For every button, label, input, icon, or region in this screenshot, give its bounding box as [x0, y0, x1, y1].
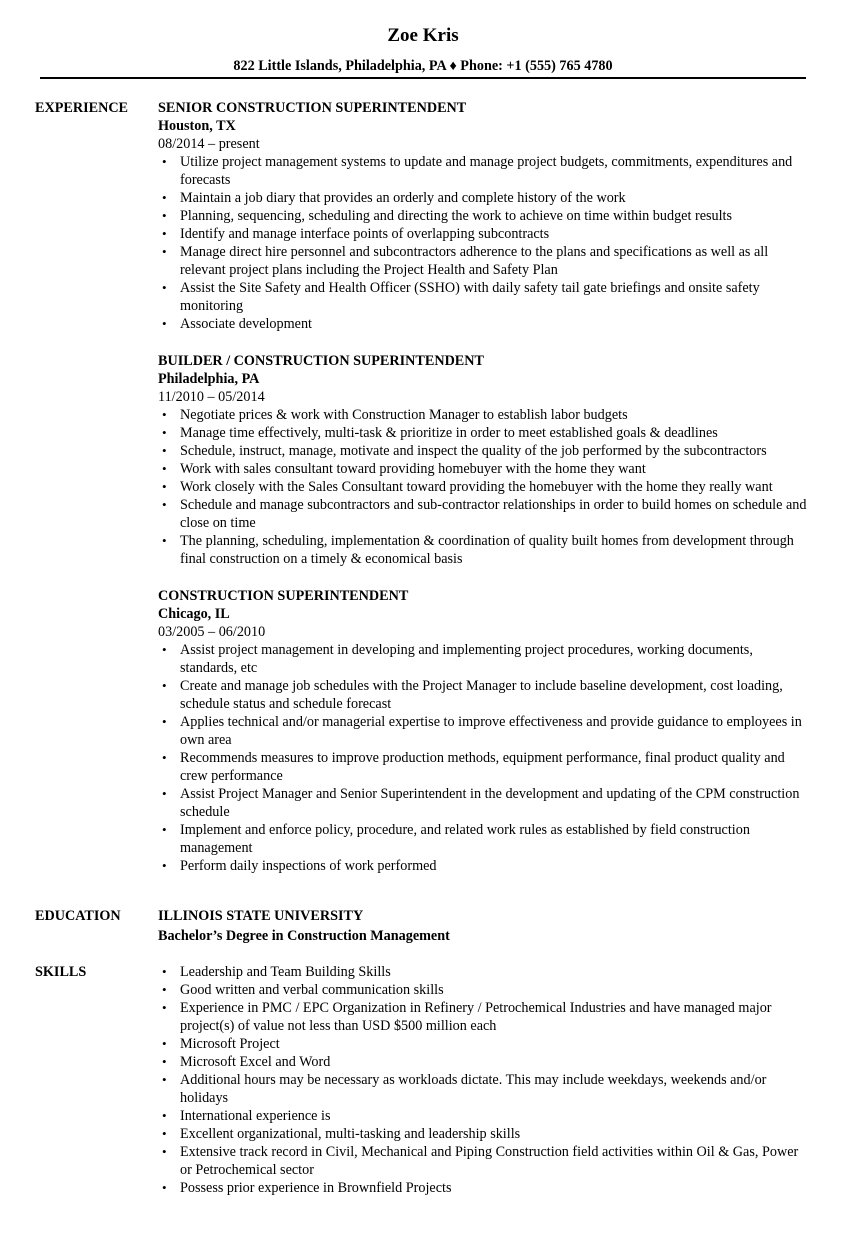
job-entry — [158, 99, 813, 333]
bullet-item: • Utilize project management systems to update and manage project budgets, commitments, expenditures and forecasts — [158, 153, 813, 189]
job-location: Philadelphia, PA — [158, 371, 260, 387]
bullet-item: • Negotiate prices & work with Construction Manager to establish labor budgets — [158, 406, 813, 424]
bullet-item: • Planning, sequencing, scheduling and directing the work to achieve on time within budget results — [158, 207, 813, 225]
bullet-item: • Manage time effectively, multi-task & prioritize in order to meet established goals & deadlines — [158, 424, 813, 442]
bullet-item: • Associate development — [158, 315, 813, 333]
experience-body — [158, 99, 813, 894]
bullet-item: • Recommends measures to improve production methods, equipment performance, final product quality and crew performance — [158, 749, 813, 785]
skill-item: • Possess prior experience in Brownfield Projects — [158, 1179, 813, 1197]
job-location: Houston, TX — [158, 118, 236, 134]
experience-heading: EXPERIENCE — [35, 100, 129, 116]
skill-item: • Experience in PMC / EPC Organization in Refinery / Petrochemical Industries and have managed major project(s) of value not less than USD $500 million each — [158, 999, 813, 1035]
skill-item: • Microsoft Project — [158, 1035, 813, 1053]
header-divider — [40, 77, 806, 79]
skills-heading: SKILLS — [35, 964, 87, 980]
skill-item: • International experience is — [158, 1107, 813, 1125]
bullet-item: • Manage direct hire personnel and subcontractors adherence to the plans and specifications as well as all relevant project plans including the Project Health and Safety Plan — [158, 243, 813, 279]
education-heading: EDUCATION — [35, 908, 121, 924]
job-title: BUILDER / CONSTRUCTION SUPERINTENDENT — [158, 353, 484, 369]
skill-item: • Additional hours may be necessary as workloads dictate. This may include weekdays, weekends and/or holidays — [158, 1071, 813, 1107]
bullet-item: • Assist the Site Safety and Health Officer (SSHO) with daily safety tail gate briefings and onsite safety monitoring — [158, 279, 813, 315]
bullet-item: • Create and manage job schedules with the Project Manager to include baseline development, cost loading, schedule status and schedule forecast — [158, 677, 813, 713]
education-body — [158, 907, 813, 945]
skills-body — [158, 963, 813, 1197]
skill-item: • Leadership and Team Building Skills — [158, 963, 813, 981]
job-dates: 03/2005 – 06/2010 — [158, 624, 266, 640]
skills-list — [158, 963, 813, 1197]
bullet-item: • Identify and manage interface points of overlapping subcontracts — [158, 225, 813, 243]
skill-item: • Extensive track record in Civil, Mechanical and Piping Construction field activities within Oil & Gas, Power or Petrochemical sector — [158, 1143, 813, 1179]
degree-name: Bachelor’s Degree in Construction Management — [158, 928, 450, 944]
bullet-item: • Schedule, instruct, manage, motivate and inspect the quality of the job performed by the subcontractors — [158, 442, 813, 460]
contact-line: 822 Little Islands, Philadelphia, PA ♦ Phone: +1 (555) 765 4780 — [233, 58, 613, 74]
job-dates: 11/2010 – 05/2014 — [158, 389, 265, 405]
bullet-item: • The planning, scheduling, implementation & coordination of quality built homes from development through final construction on a timely & economical basis — [158, 532, 813, 568]
bullet-item: • Implement and enforce policy, procedure, and related work rules as established by field construction management — [158, 821, 813, 857]
job-entry — [158, 587, 813, 875]
bullet-item: • Applies technical and/or managerial expertise to improve effectiveness and provide guidance to employees in own area — [158, 713, 813, 749]
job-bullets — [158, 406, 813, 568]
job-dates: 08/2014 – present — [158, 136, 260, 152]
job-title: CONSTRUCTION SUPERINTENDENT — [158, 588, 409, 604]
candidate-name: Zoe Kris — [387, 25, 459, 46]
job-location: Chicago, IL — [158, 606, 230, 622]
skill-item: • Excellent organizational, multi-tasking and leadership skills — [158, 1125, 813, 1143]
bullet-item: • Schedule and manage subcontractors and sub-contractor relationships in order to build homes on schedule and close on time — [158, 496, 813, 532]
bullet-item: • Assist project management in developing and implementing project procedures, working documents, standards, etc — [158, 641, 813, 677]
resume-header — [40, 24, 806, 75]
skill-item: • Good written and verbal communication skills — [158, 981, 813, 999]
bullet-item: • Perform daily inspections of work performed — [158, 857, 813, 875]
job-bullets — [158, 641, 813, 875]
bullet-item: • Assist Project Manager and Senior Superintendent in the development and updating of the CPM construction schedule — [158, 785, 813, 821]
skill-item: • Microsoft Excel and Word — [158, 1053, 813, 1071]
bullet-item: • Maintain a job diary that provides an orderly and complete history of the work — [158, 189, 813, 207]
school-name: ILLINOIS STATE UNIVERSITY — [158, 908, 364, 924]
bullet-item: • Work closely with the Sales Consultant toward providing the homebuyer with the home they really want — [158, 478, 813, 496]
job-title: SENIOR CONSTRUCTION SUPERINTENDENT — [158, 100, 467, 116]
job-bullets — [158, 153, 813, 333]
job-entry — [158, 352, 813, 568]
bullet-item: • Work with sales consultant toward providing homebuyer with the home they want — [158, 460, 813, 478]
